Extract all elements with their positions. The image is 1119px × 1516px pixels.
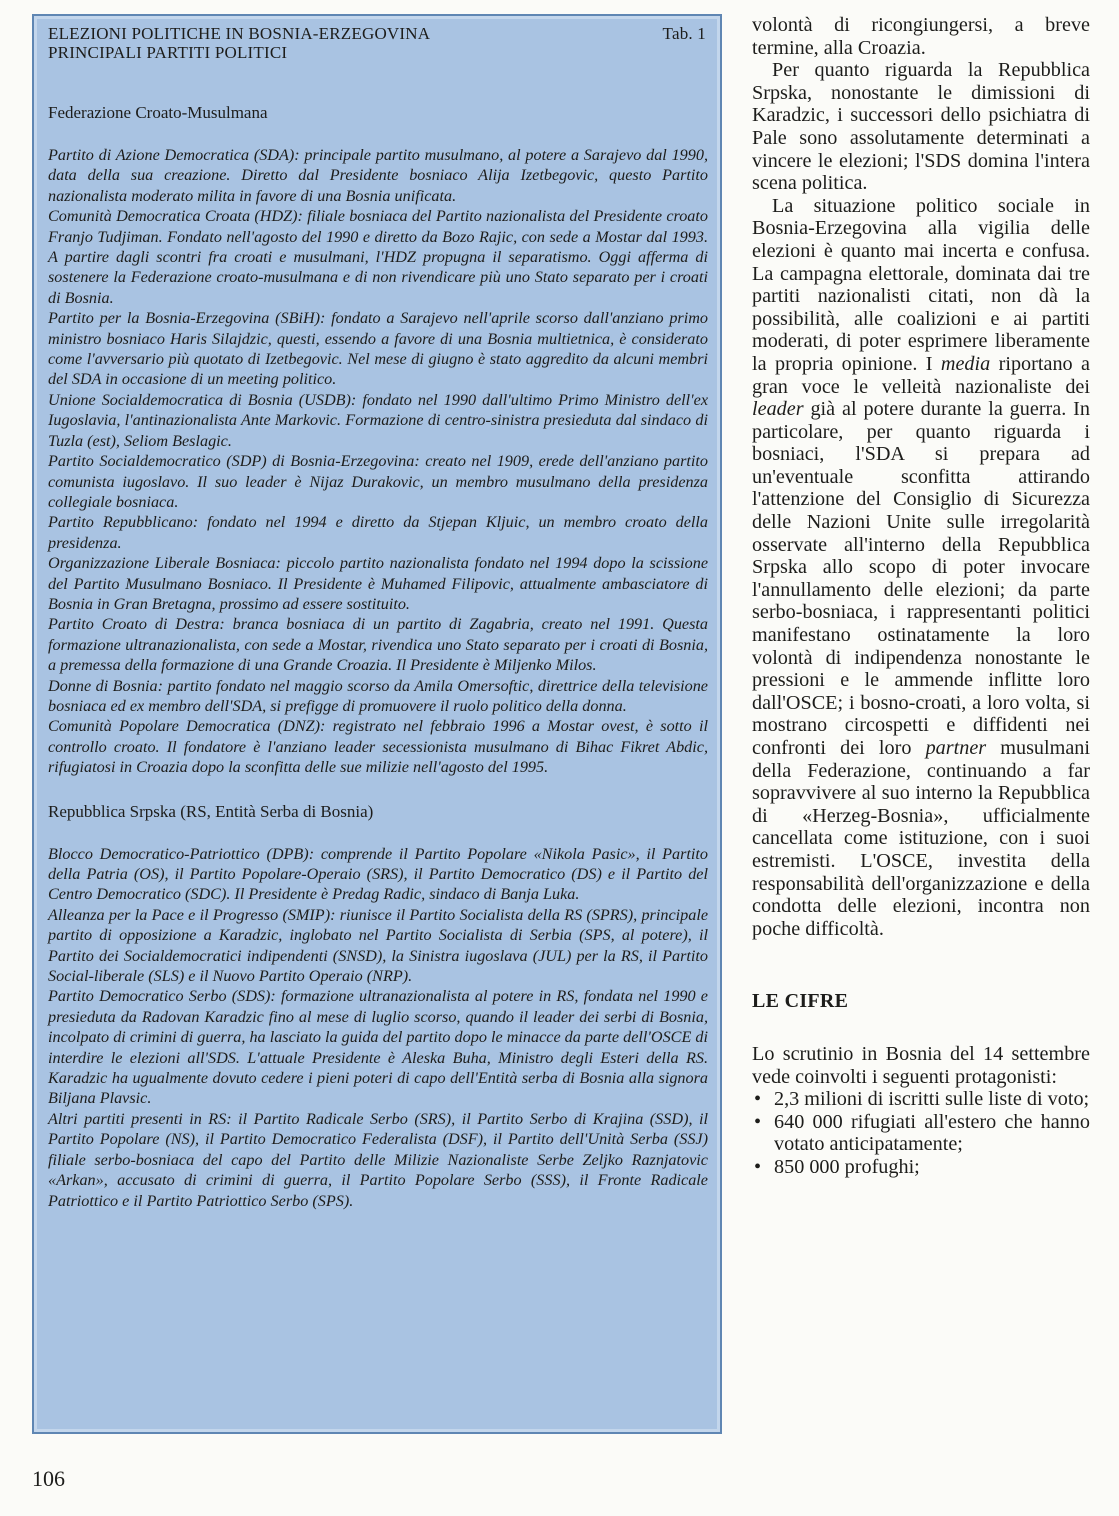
- party-entry: Unione Socialdemocratica di Bosnia (USDB): fondato nel 1990 dall'ultimo Primo Ministro dell'ex Iugoslavia, l'antinazionalista Ante Markovic. Formazione di centro-sinistra presieduta dal sindaco di Tuzla (est), Seliom Beslagic.: [48, 390, 708, 450]
- party-entry: Blocco Democratico-Patriottico (DPB): comprende il Partito Popolare «Nikola Pasic», il Partito della Patria (OS), il Partito Popolare-Operaio (SRS), il Partito Democratico (DS) e il Partito del Centro Democratico (SDC). Il Presidente è Predag Radic, sindaco di Banja Luka.: [48, 844, 708, 904]
- party-entry: Partito Croato di Destra: branca bosniaca di un partito di Zagabria, creato nel 1991. Questa formazione ultranazionalista, con sede a Mostar, rivendica uno Stato separato per i croati di Bosnia, a premessa della formazione di una Grande Croazia. Il Presidente è Miljenko Milos.: [48, 615, 708, 675]
- table-title-line1: ELEZIONI POLITICHE IN BOSNIA-ERZEGOVINA: [48, 24, 431, 43]
- article-column: [752, 14, 1090, 1179]
- page-number: 106: [32, 1466, 65, 1491]
- party-entry: Partito di Azione Democratica (SDA): principale partito musulmano, al potere a Sarajevo dal 1990, data della sua creazione. Diretto dal Presidente bosniaco Alija Izetbegovic, questo Partito nazionalista moderato milita in favore di una Bosnia unificata.: [48, 146, 708, 205]
- table-header: [48, 24, 708, 62]
- party-entry: Donne di Bosnia: partito fondato nel maggio scorso da Amila Omersoftic, direttrice della televisione bosniaca ed ex membro dell'SDA, si prefigge di promuovere il ruolo politico della donna.: [48, 676, 708, 715]
- section-title-federation: Federazione Croato-Musulmana: [48, 103, 268, 122]
- party-entry: Organizzazione Liberale Bosniaca: piccolo partito nazionalista fondato nel 1994 dopo la scissione del Partito Musulmano Bosniaco. Il Presidente è Muhamed Filipovic, attualmente ambasciatore di Bosnia in Gran Bretagna, prossimo ad essere sostituito.: [48, 554, 708, 613]
- paragraph: volontà di ricongiungersi, a breve termine, alla Croazia.: [752, 14, 1090, 59]
- list-item: [752, 1088, 1090, 1111]
- bullet-icon: •: [754, 1155, 762, 1178]
- list-item-text: 640 000 rifugiati all'estero che hanno votato anticipatamente;: [774, 1110, 1090, 1156]
- party-entry: Partito per la Bosnia-Erzegovina (SBiH): fondato a Sarajevo nell'aprile scorso dall'anziano primo ministro bosniaco Haris Silajdzic, questi, essendo a favore di una Bosnia multietnica, è considerato come l'avversario più quotato di Izetbegovic. Nel mese di giugno è stato aggredito da alcuni membri del SDA in occasione di un meeting politico.: [48, 309, 708, 389]
- list-item-text: 2,3 milioni di iscritti sulle liste di voto;: [774, 1088, 1090, 1111]
- party-entry: Partito Democratico Serbo (SDS): formazione ultranazionalista al potere in RS, fondata nel 1990 e presieduta da Radovan Karadzic fino al mese di luglio scorso, quando il leader dei serbi di Bosnia, incolpato di crimini di guerra, ha lasciato la guida del partito dopo le minacce da parte dell'OSCE di interdire le elezioni all'SDS. L'attuale Presidente è Aleska Buha, Ministro degli Esteri della RS. Karadzic ha ugualmente dovuto cedere i pieni poteri di capo dell'Entità serba di Bosnia alla signora Biljana Plavsic.: [48, 987, 708, 1108]
- section-heading-figures: LE CIFRE: [752, 990, 849, 1013]
- paragraph-text: musulmani della Federazione, continuando a far sopravvivere al suo interno la Repubblica di «Herzeg-Bosnia», ufficialmente cancellata come istituzione, con i suoi estremisti. L'OSCE, investita della responsabilità dell'organizzazione e della condotta delle elezioni, incontra non poche difficoltà.: [752, 737, 1090, 940]
- figures-list: [752, 1088, 1090, 1178]
- table-title-line2: PRINCIPALI PARTITI POLITICI: [48, 43, 288, 62]
- italic-term-partner: partner: [925, 737, 987, 759]
- paragraph-text: riportano a gran voce le velleità nazionaliste dei: [752, 352, 1090, 398]
- italic-term-leader: leader: [752, 398, 804, 421]
- list-item: [752, 1156, 1090, 1179]
- party-entry: Comunità Popolare Democratica (DNZ): registrato nel febbraio 1996 a Mostar ovest, è sotto il controllo croato. Il fondatore è l'anziano leader secessionista musulmano di Bihac Fikret Abdic, rifugiatosi in Croazia dopo la sconfitta delle sue milizie nell'agosto del 1995.: [48, 717, 708, 777]
- paragraph-text: La situazione politico sociale in Bosnia-Erzegovina alla vigilia delle elezioni è quanto mai incerta e confusa. La campagna elettorale, dominata dai tre partiti nazionalisti citati, non dà la possibilità, alle coalizioni e ai partiti moderati, di poter esprimere liberamente la propria opinione. I: [752, 194, 1090, 375]
- bullet-icon: •: [754, 1110, 762, 1133]
- party-entry: Partito Socialdemocratico (SDP) di Bosnia-Erzegovina: creato nel 1909, erede dell'anziano partito comunista iugoslavo. Il suo leader è Nijaz Durakovic, un membro musulmano della presidenza collegiale bosniaca.: [48, 452, 708, 511]
- party-table-box: [32, 14, 722, 1434]
- italic-term-media: media: [940, 352, 991, 375]
- list-item-text: 850 000 profughi;: [774, 1155, 920, 1178]
- paragraph: Lo scrutinio in Bosnia del 14 settembre vede coinvolti i seguenti protagonisti:: [752, 1042, 1090, 1088]
- party-entry: Comunità Democratica Croata (HDZ): filiale bosniaca del Partito nazionalista del Presidente croato Franjo Tudjiman. Fondato nell'agosto del 1990 e diretto da Bozo Rajic, con sede a Mostar dal 1993. A partire dagli scontri fra croati e musulmani, l'HDZ propugna il separatismo. Oggi afferma di sostenere la Federazione croato-musulmana e di non rivendicare più uno Stato separato per i croati di Bosnia.: [48, 207, 708, 307]
- party-entry: Alleanza per la Pace e il Progresso (SMIP): riunisce il Partito Socialista della RS (SPRS), principale partito di opposizione a Karadzic, inglobato nel Partito Socialista di Serbia (SPS, al potere), il Partito dei Socialdemocratici indipendenti (SNSD), la Sinistra iugoslava (JUL) per la RS, il Partito Social-liberale (SLS) e il Nuovo Partito Operaio (NRP).: [48, 905, 708, 986]
- paragraph: [752, 195, 1090, 941]
- section-title-republika-srpska: Repubblica Srpska (RS, Entità Serba di Bosnia): [48, 801, 374, 821]
- table-number-label: Tab. 1: [662, 24, 706, 43]
- list-item: [752, 1111, 1090, 1156]
- bullet-icon: •: [754, 1088, 762, 1111]
- paragraph: Per quanto riguarda la Repubblica Srpska, nonostante le dimissioni di Karadzic, i successori dello psichiatra di Pale sono assolutamente determinati a vincere le elezioni; l'SDS domina l'intera scena politica.: [752, 59, 1090, 195]
- party-entry: Altri partiti presenti in RS: il Partito Radicale Serbo (SRS), il Partito Serbo di Krajina (SSD), il Partito Popolare (NS), il Partito Democratico Federalista (DSF), il Partito dell'Unità Serba (SSJ) filiale serbo-bosniaca del capo del Partito delle Milizie Nazionaliste Serbe Zeljko Raznjatovic «Arkan», accusato di crimini di guerra, il Partito Popolare Serbo (SSS), il Fronte Radicale Patriottico e il Partito Patriottico Serbo (SPS).: [48, 1109, 708, 1210]
- paragraph-text: già al potere durante la guerra. In particolare, per quanto riguarda i bosniaci, l'SDA si prepara ad un'eventuale sconfitta attirando l'attenzione del Consiglio di Sicurezza delle Nazioni Unite sulle irregolarità osservate all'interno della Repubblica Srpska allo scopo di poter invocare l'annullamento delle elezioni; da parte serbo-bosniaca, i rappresentanti politici manifestano ostinatamente la loro volontà di indipendenza nonostante le pressioni e le ammende inflitte loro dall'OSCE; i bosno-croati, a loro volta, si mostrano circospetti e diffidenti nei confronti dei loro: [752, 398, 1090, 759]
- party-table-content: [48, 24, 708, 1211]
- party-entry: Partito Repubblicano: fondato nel 1994 e diretto da Stjepan Kljuic, un membro croato della presidenza.: [48, 513, 708, 552]
